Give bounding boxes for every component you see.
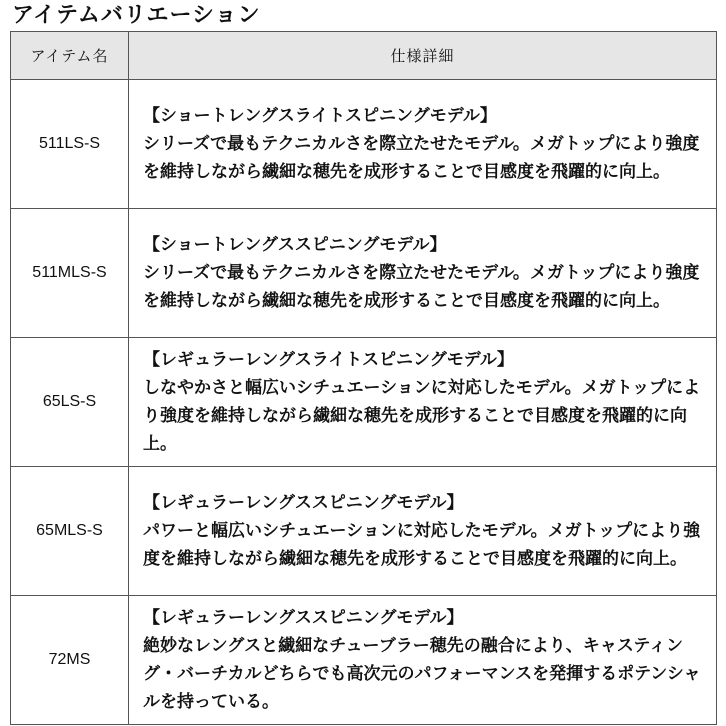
header-spec-detail: 仕様詳細 <box>129 32 717 80</box>
table-row <box>11 80 717 209</box>
item-name-cell: 511MLS-S <box>11 209 129 338</box>
table-row <box>11 467 717 596</box>
item-variation-table <box>10 31 717 725</box>
table-row <box>11 338 717 467</box>
detail-body: シリーズで最もテクニカルさを際立たせたモデル。メガトップにより強度を維持しながら繊細な穂先を成形することで目感度を飛躍的に向上。 <box>143 134 700 182</box>
item-name-cell: 65MLS-S <box>11 467 129 596</box>
page-title: アイテムバリエーション <box>12 3 261 28</box>
table-row <box>11 209 717 338</box>
detail-body: シリーズで最もテクニカルさを際立たせたモデル。メガトップにより強度を維持しながら繊細な穂先を成形することで目感度を飛躍的に向上。 <box>143 263 700 311</box>
detail-heading: 【ショートレングススピニングモデル】 <box>143 235 447 255</box>
item-detail-cell <box>129 596 717 725</box>
item-name-cell: 72MS <box>11 596 129 725</box>
item-name-cell: 511LS-S <box>11 80 129 209</box>
detail-heading: 【レギュラーレングスライトスピニングモデル】 <box>143 350 514 370</box>
item-detail-cell <box>129 338 717 467</box>
item-detail-cell <box>129 467 717 596</box>
header-item-name: アイテム名 <box>11 32 129 80</box>
detail-heading: 【レギュラーレングススピニングモデル】 <box>143 608 464 628</box>
detail-body: しなやかさと幅広いシチュエーションに対応したモデル。メガトップにより強度を維持しながら繊細な穂先を成形することで目感度を飛躍的に向上。 <box>143 378 701 454</box>
detail-body: 絶妙なレングスと繊細なチューブラー穂先の融合により、キャスティング・バーチカルどちらでも高次元のパフォーマンスを発揮するポテンシャルを持っている。 <box>143 636 701 712</box>
detail-body: パワーと幅広いシチュエーションに対応したモデル。メガトップにより強度を維持しながら繊細な穂先を成形することで目感度を飛躍的に向上。 <box>143 521 701 569</box>
item-name-cell: 65LS-S <box>11 338 129 467</box>
item-detail-cell <box>129 209 717 338</box>
item-detail-cell <box>129 80 717 209</box>
detail-heading: 【ショートレングスライトスピニングモデル】 <box>143 106 497 126</box>
table-header-row <box>11 32 717 80</box>
detail-heading: 【レギュラーレングススピニングモデル】 <box>143 493 464 513</box>
table-row <box>11 596 717 725</box>
